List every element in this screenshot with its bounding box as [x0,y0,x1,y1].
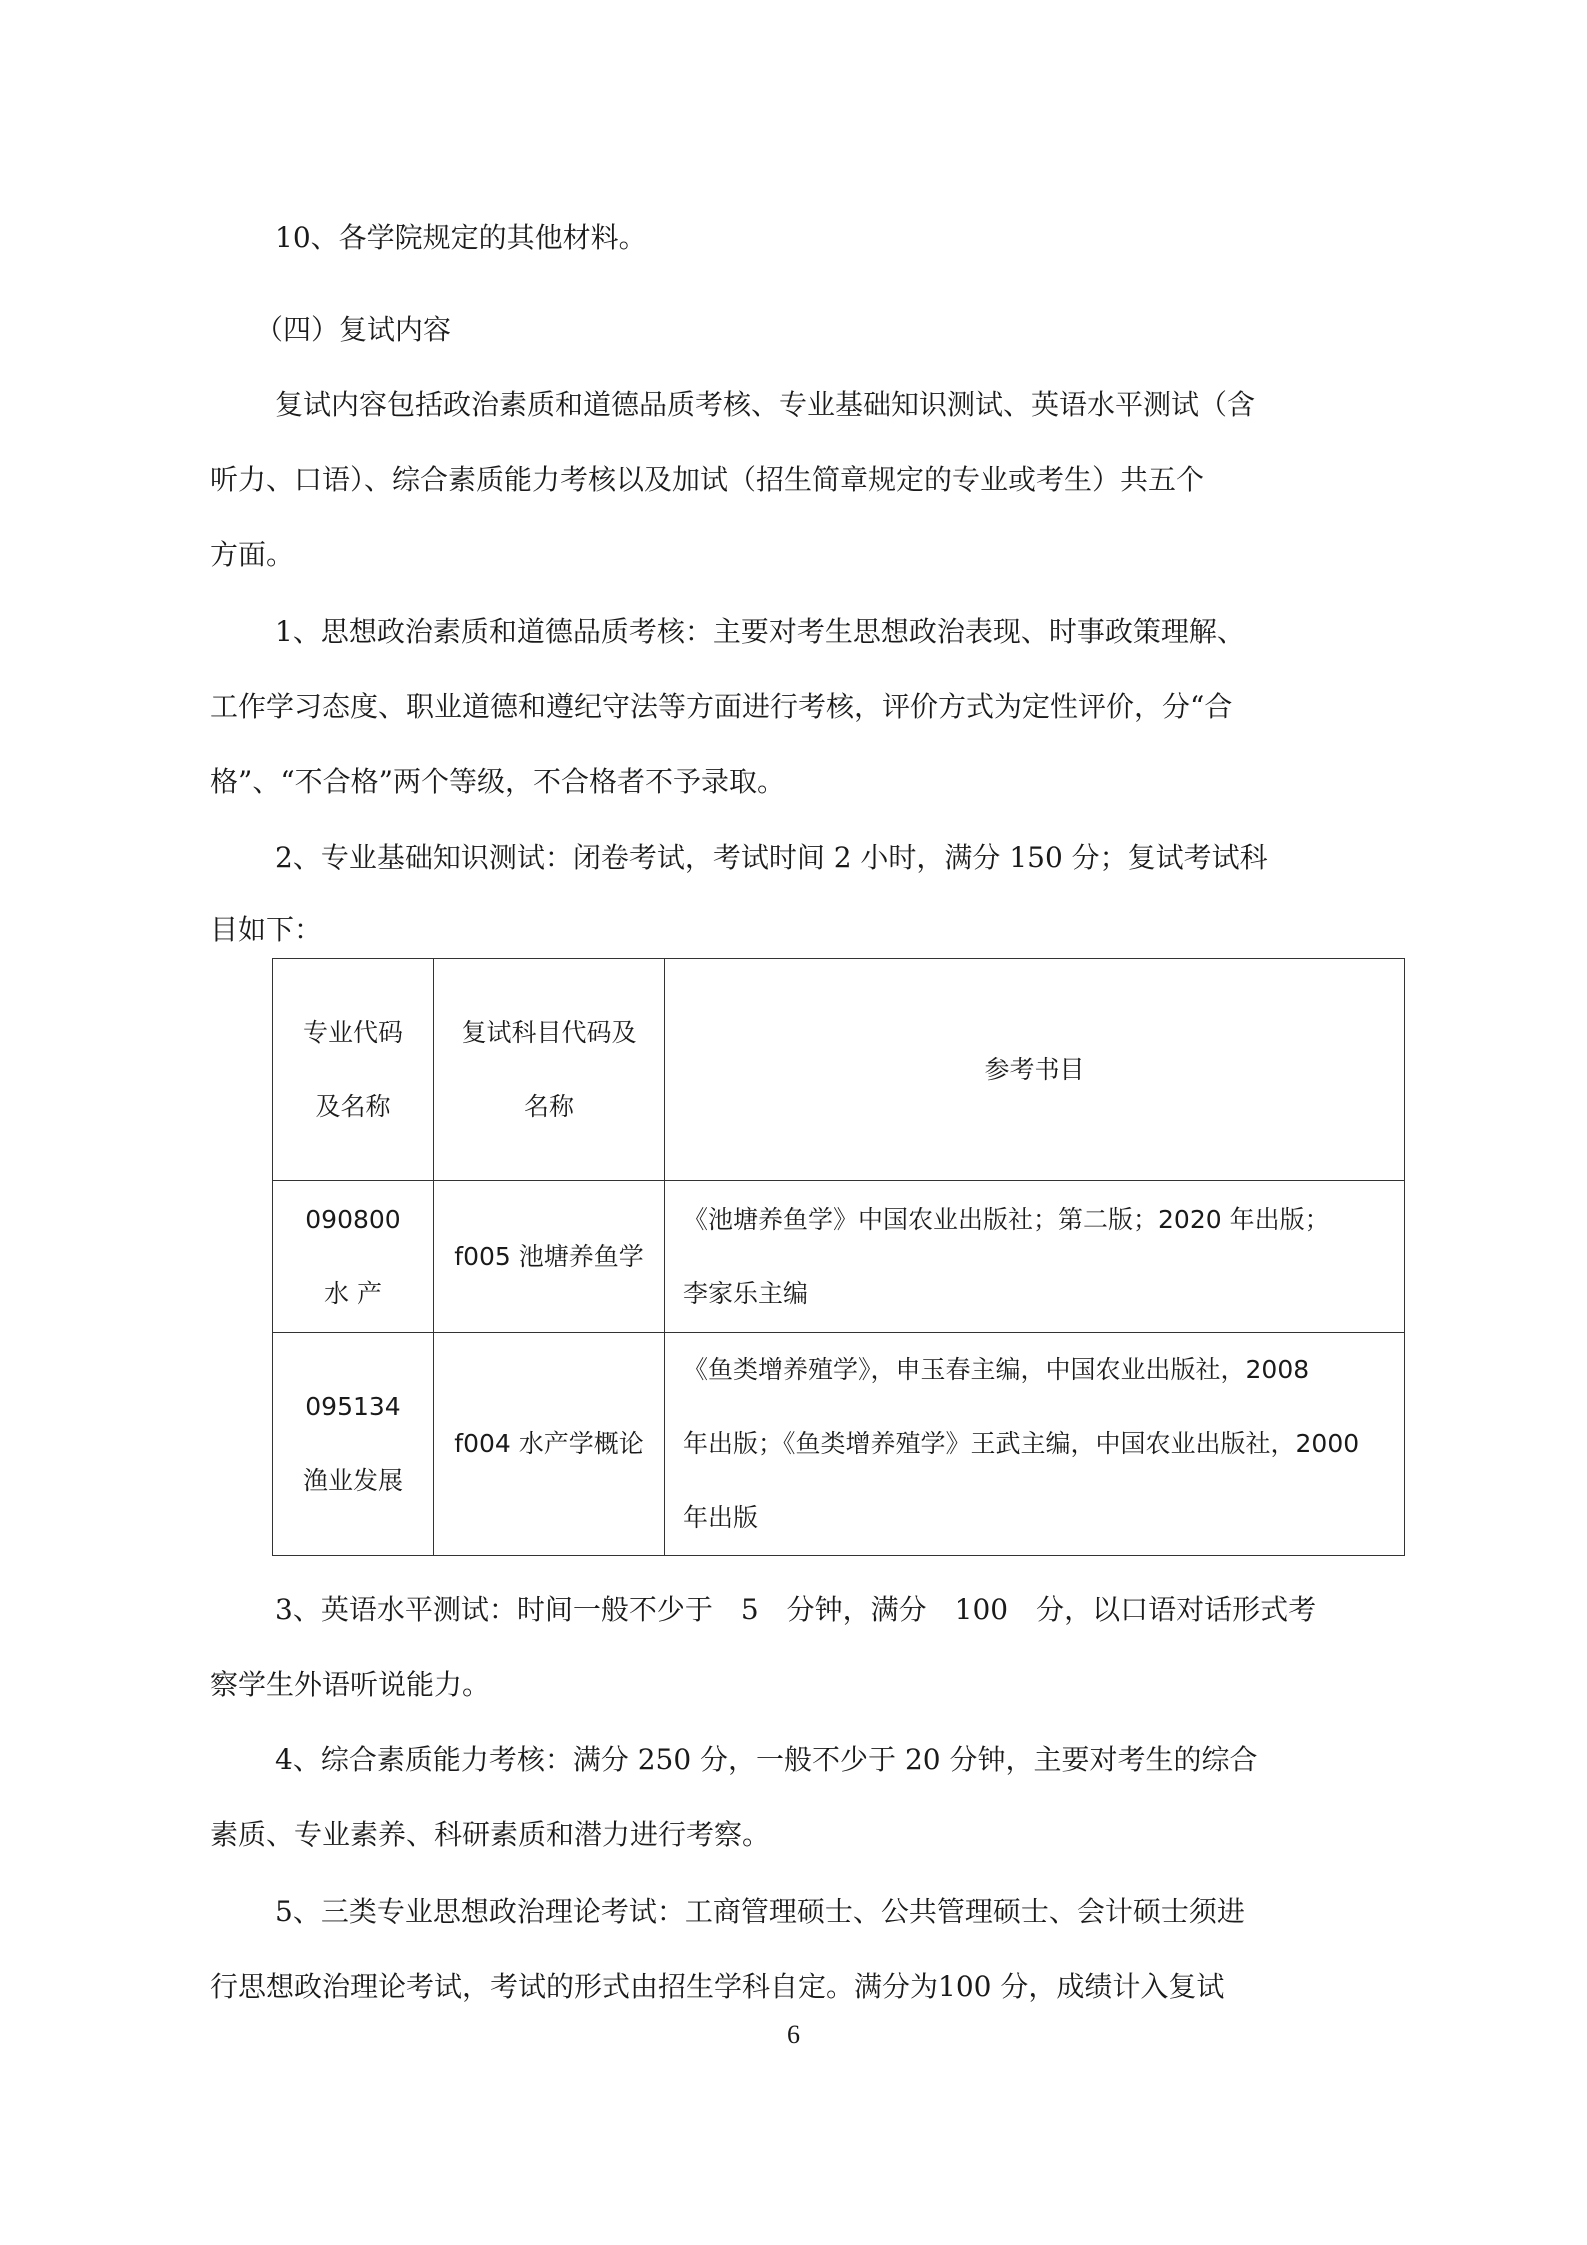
item1-line-3: 格”、“不合格”两个等级，不合格者不予录取。 [210,765,785,798]
page-number: 6 [787,2020,800,2049]
row2-books-line2: 年出版；《鱼类增养殖学》王武主编，中国农业出版社，2000 [683,1429,1360,1458]
item2-line-2: 目如下： [210,913,323,946]
item4-line-1: 4、综合素质能力考核：满分 250 分，一般不少于 20 分钟，主要对考生的综合 [275,1743,1258,1776]
row2-books [665,1333,1405,1556]
row2-major [273,1333,434,1556]
intro-line-3: 方面。 [210,538,295,571]
row2-major-name: 渔业发展 [302,1466,403,1495]
item3-line-2: 察学生外语听说能力。 [210,1668,491,1701]
header-reference-books: 参考书目 [665,959,1405,1181]
row1-books-line2: 李家乐主编 [683,1278,809,1308]
row1-major [273,1181,434,1333]
row2-subject: f004 水产学概论 [434,1333,665,1556]
paragraph-item-10: 10、各学院规定的其他材料。 [275,221,647,254]
row1-subject: f005 池塘养鱼学 [434,1181,665,1333]
row2-books-line3: 年出版 [683,1503,759,1532]
row2-major-code: 095134 [305,1392,401,1421]
header-subject-code-line2: 名称 [523,1091,574,1121]
header-major-code-line1: 专业代码 [302,1017,403,1047]
intro-line-1: 复试内容包括政治素质和道德品质考核、专业基础知识测试、英语水平测试（含 [275,388,1256,421]
item4-line-2: 素质、专业素养、科研素质和潜力进行考察。 [210,1818,771,1851]
header-subject-code-line1: 复试科目代码及 [461,1017,637,1047]
item2-line-1: 2、专业基础知识测试：闭卷考试，考试时间 2 小时，满分 150 分；复试考试科 [275,841,1268,874]
row1-major-name: 水 产 [324,1278,382,1308]
exam-subjects-table [272,958,1405,1556]
row1-books [665,1181,1405,1333]
item3-line-1: 3、英语水平测试：时间一般不少于 5 分钟，满分 100 分，以口语对话形式考 [275,1593,1317,1626]
header-major-code-line2: 及名称 [315,1091,391,1121]
table-header-row [273,959,1405,1181]
row1-books-line1: 《池塘养鱼学》中国农业出版社；第二版；2020 年出版； [683,1204,1330,1234]
row2-books-line1: 《鱼类增养殖学》，申玉春主编，中国农业出版社，2008 [683,1355,1310,1384]
item1-line-2: 工作学习态度、职业道德和遵纪守法等方面进行考核，评价方式为定性评价，分“合 [210,690,1233,723]
item5-line-2: 行思想政治理论考试，考试的形式由招生学科自定。满分为100 分，成绩计入复试 [210,1970,1225,2003]
item5-line-1: 5、三类专业思想政治理论考试：工商管理硕士、公共管理硕士、会计硕士须进 [275,1895,1245,1928]
section-heading: （四）复试内容 [255,313,452,346]
item1-line-1: 1、思想政治素质和道德品质考核：主要对考生思想政治表现、时事政策理解、 [275,615,1245,648]
table-row [273,1333,1405,1556]
intro-line-2: 听力、口语）、综合素质能力考核以及加试（招生简章规定的专业或考生）共五个 [210,463,1205,496]
table-row [273,1181,1405,1333]
header-major-code [273,959,434,1181]
row1-major-code: 090800 [305,1204,401,1234]
header-subject-code [434,959,665,1181]
